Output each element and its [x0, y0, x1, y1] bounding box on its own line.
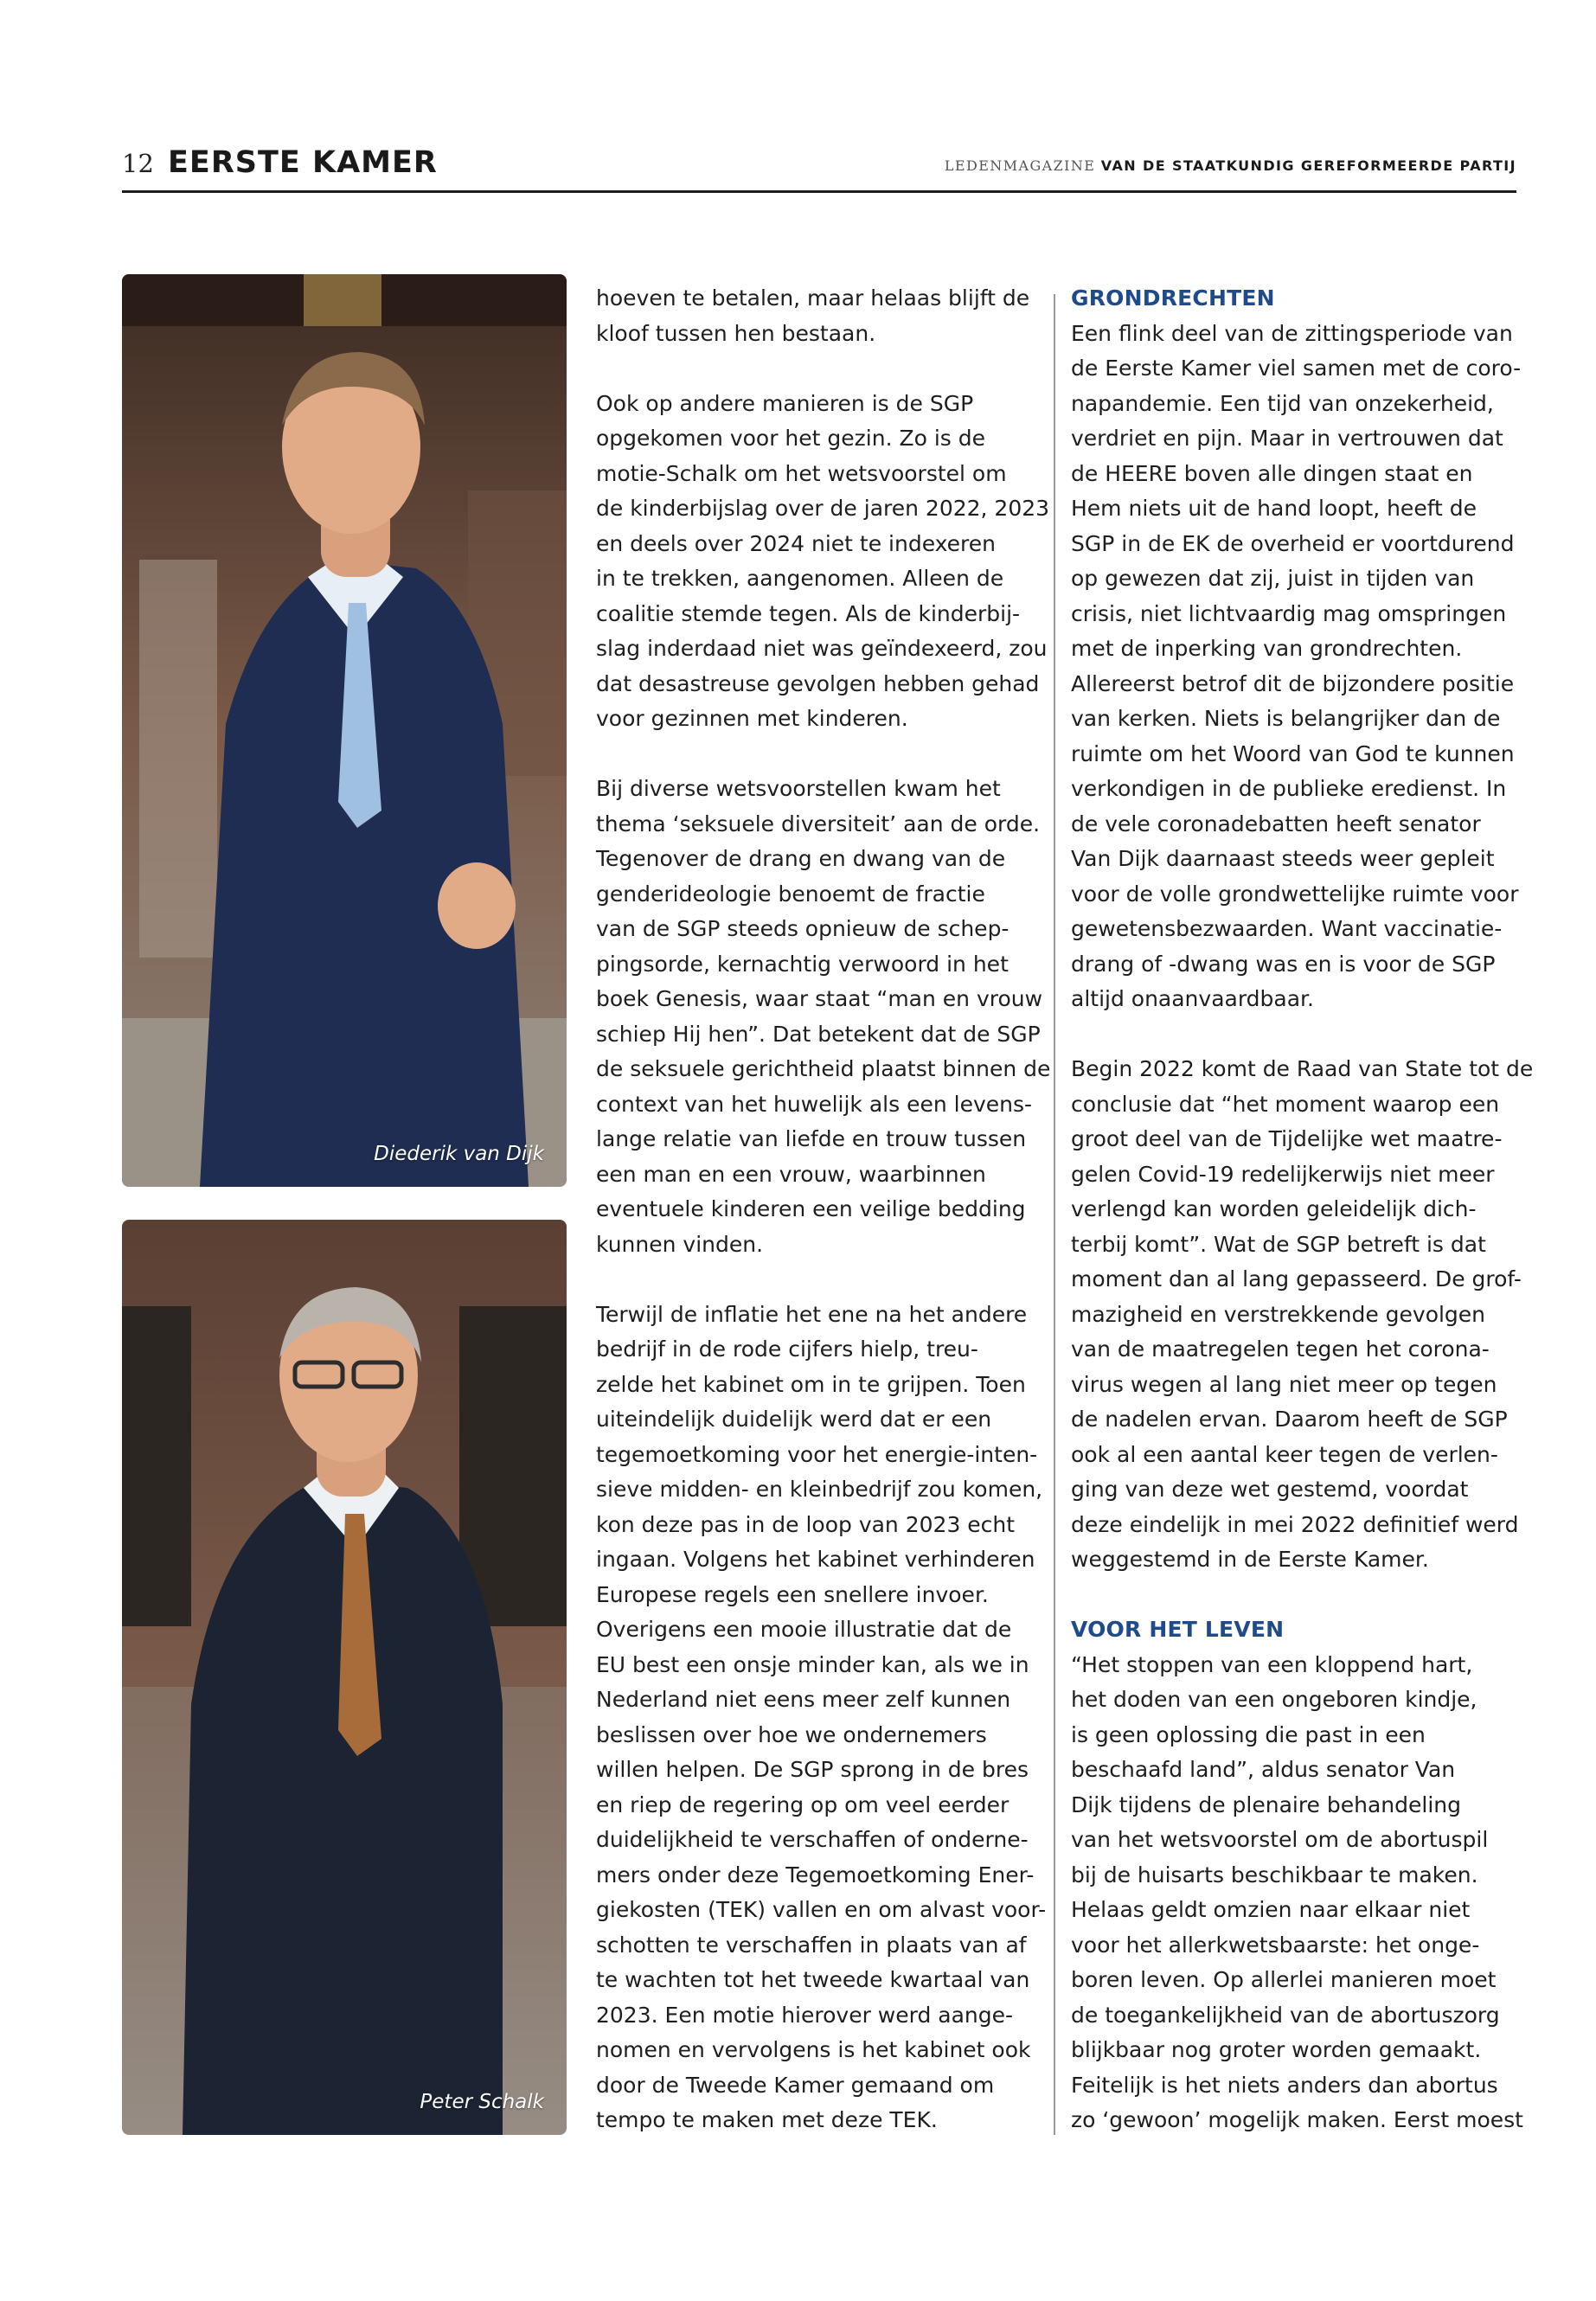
- text-line: Dijk tijdens de plenaire behandeling: [1071, 1791, 1462, 1817]
- text-line: “Het stoppen van een kloppend hart,: [1071, 1651, 1473, 1677]
- text-line: zelde het kabinet om in te grijpen. Toen: [596, 1371, 1026, 1397]
- portrait-illustration: [122, 1220, 567, 2135]
- text-line: kloof tussen hen bestaan.: [596, 320, 876, 346]
- text-line: ging van deze wet gestemd, voordat: [1071, 1477, 1469, 1502]
- text-line: tegemoetkoming voor het energie-inten-: [596, 1441, 1038, 1467]
- text-line: en deels over 2024 niet te indexeren: [596, 530, 996, 556]
- text-line: context van het huwelijk als een levens-: [596, 1091, 1033, 1117]
- text-line: voor gezinnen met kinderen.: [596, 706, 908, 731]
- text-line: kon deze pas in de loop van 2023 echt: [596, 1511, 1016, 1537]
- text-line: de seksuele gerichtheid plaatst binnen de: [596, 1056, 1051, 1081]
- text-line: schiep Hij hen”. Dat betekent dat de SGP: [596, 1021, 1041, 1047]
- text-line: van de maatregelen tegen het corona-: [1071, 1336, 1490, 1362]
- photo-caption: Diederik van Dijk: [374, 1143, 544, 1165]
- article-column-right: [1071, 281, 1534, 2138]
- text-line: ruimte om het Woord van God te kunnen: [1071, 740, 1515, 766]
- text-line: voor de volle grondwettelijke ruimte voor: [1071, 881, 1519, 907]
- text-line: SGP in de EK de overheid er voortdurend: [1071, 530, 1515, 556]
- column-divider: [1054, 294, 1055, 2135]
- text-line: moment dan al lang gepasseerd. De grof-: [1071, 1266, 1522, 1292]
- text-line: Overigens een mooie illustratie dat de: [596, 1617, 1012, 1642]
- text-line: bij de huisarts beschikbaar te maken.: [1071, 1862, 1478, 1888]
- text-line: groot deel van de Tijdelijke wet maatre-: [1071, 1126, 1503, 1151]
- text-line: een man en een vrouw, waarbinnen: [596, 1161, 986, 1187]
- text-line: thema ‘seksuele diversiteit’ aan de orde.: [596, 811, 1041, 836]
- text-line: Tegenover de drang en dwang van de: [596, 846, 1006, 871]
- paragraph: [1071, 1052, 1534, 1578]
- text-line: mers onder deze Tegemoetkoming Ener-: [596, 1862, 1035, 1888]
- text-line: conclusie dat “het moment waarop een: [1071, 1091, 1500, 1117]
- text-line: drang of -dwang was en is voor de SGP: [1071, 951, 1496, 977]
- text-line: gewetensbezwaarden. Want vaccinatie-: [1071, 916, 1503, 941]
- text-line: van de SGP steeds opnieuw de schep-: [596, 916, 1010, 941]
- text-line: Bij diverse wetsvoorstellen kwam het: [596, 776, 1001, 801]
- text-line: deze eindelijk in mei 2022 definitief werd: [1071, 1511, 1519, 1537]
- text-line: schotten te verschaffen in plaats van af: [596, 1932, 1027, 1958]
- text-line: verlengd kan worden geleidelijk dich-: [1071, 1196, 1477, 1221]
- text-line: de nadelen ervan. Daarom heeft de SGP: [1071, 1407, 1508, 1432]
- text-line: zo ‘gewoon’ mogelijk maken. Eerst moest: [1071, 2107, 1523, 2132]
- section-title: EERSTE KAMER: [168, 145, 438, 180]
- text-line: voor het allerkwetsbaarste: het onge-: [1071, 1932, 1480, 1958]
- text-line: willen helpen. De SGP sprong in de bres: [596, 1757, 1029, 1782]
- text-line: beslissen over hoe we ondernemers: [596, 1721, 987, 1747]
- text-line: Hem niets uit de hand loopt, heeft de: [1071, 496, 1477, 521]
- paragraph: [596, 387, 1050, 737]
- text-line: Allereerst betrof dit de bijzondere positie: [1071, 670, 1515, 696]
- text-line: giekosten (TEK) vallen en om alvast voor-: [596, 1897, 1047, 1922]
- text-line: Helaas geldt omzien naar elkaar niet: [1071, 1897, 1471, 1922]
- text-line: Ook op andere manieren is de SGP: [596, 390, 974, 416]
- paragraph: [596, 281, 1046, 351]
- text-line: Nederland niet eens meer zelf kunnen: [596, 1687, 1011, 1712]
- text-line: virus wegen al lang niet meer op tegen: [1071, 1371, 1497, 1397]
- text-line: hoeven te betalen, maar helaas blijft de: [596, 285, 1030, 311]
- magazine-title: [945, 157, 1516, 174]
- text-line: terbij komt”. Wat de SGP betreft is dat: [1071, 1231, 1486, 1257]
- text-line: altijd onaanvaardbaar.: [1071, 986, 1314, 1011]
- text-line: 2023. Een motie hierover werd aange-: [596, 2002, 1014, 2028]
- text-line: Begin 2022 komt de Raad van State tot de: [1071, 1056, 1534, 1081]
- text-line: blijkbaar nog groter worden gemaakt.: [1071, 2037, 1482, 2062]
- text-line: gelen Covid-19 redelijkerwijs niet meer: [1071, 1161, 1495, 1187]
- text-line: van kerken. Niets is belangrijker dan de: [1071, 706, 1501, 731]
- paragraph: [1071, 1648, 1521, 2138]
- magazine-title-light: LEDENMAGAZINE: [944, 157, 1096, 174]
- paragraph: [596, 772, 1051, 1262]
- text-line: de Eerste Kamer viel samen met de coro-: [1071, 356, 1522, 381]
- text-line: en riep de regering op om veel eerder: [596, 1791, 1010, 1817]
- text-line: boren leven. Op allerlei manieren moet: [1071, 1967, 1497, 1992]
- text-line: de HEERE boven alle dingen staat en: [1071, 460, 1473, 486]
- portrait-photo-schalk: [122, 1220, 567, 2135]
- text-line: het doden van een ongeboren kindje,: [1071, 1687, 1477, 1712]
- text-line: ingaan. Volgens het kabinet verhinderen: [596, 1547, 1035, 1572]
- text-line: slag inderdaad niet was geïndexeerd, zou: [596, 636, 1048, 661]
- section-heading-grondrechten: GRONDRECHTEN: [1071, 285, 1275, 311]
- section-heading-voor-het-leven: VOOR HET LEVEN: [1071, 1617, 1285, 1642]
- text-line: Terwijl de inflatie het ene na het andere: [596, 1301, 1028, 1327]
- text-line: eventuele kinderen een veilige bedding: [596, 1196, 1026, 1221]
- text-line: genderideologie benoemt de fractie: [596, 881, 985, 907]
- text-line: Een flink deel van de zittingsperiode van: [1071, 320, 1513, 346]
- text-line: napandemie. Een tijd van onzekerheid,: [1071, 390, 1494, 416]
- paragraph: [1071, 317, 1521, 1017]
- text-line: lange relatie van liefde en trouw tussen: [596, 1126, 1027, 1151]
- text-line: Feitelijk is het niets anders dan abortus: [1071, 2072, 1498, 2098]
- text-line: motie-Schalk om het wetsvoorstel om: [596, 460, 1007, 486]
- page-header: [122, 145, 1516, 193]
- text-line: opgekomen voor het gezin. Zo is de: [596, 426, 985, 451]
- text-line: nomen en vervolgens is het kabinet ook: [596, 2037, 1031, 2062]
- paragraph: [596, 1298, 1046, 2138]
- text-line: uiteindelijk duidelijk werd dat er een: [596, 1407, 992, 1432]
- text-line: EU best een onsje minder kan, als we in: [596, 1651, 1029, 1677]
- text-line: Van Dijk daarnaast steeds weer gepleit: [1071, 846, 1495, 871]
- text-line: verdriet en pijn. Maar in vertrouwen dat: [1071, 426, 1503, 451]
- portrait-illustration: [122, 274, 567, 1187]
- text-line: Europese regels een snellere invoer.: [596, 1581, 989, 1607]
- text-line: coalitie stemde tegen. Als de kinderbij-: [596, 600, 1021, 626]
- text-line: in te trekken, aangenomen. Alleen de: [596, 566, 1004, 591]
- text-line: bedrijf in de rode cijfers hielp, treu-: [596, 1336, 978, 1362]
- text-line: ook al een aantal keer tegen de verlen-: [1071, 1441, 1498, 1467]
- text-line: kunnen vinden.: [596, 1231, 764, 1257]
- text-line: de toegankelijkheid van de abortuszorg: [1071, 2002, 1500, 2028]
- text-line: van het wetsvoorstel om de abortuspil: [1071, 1827, 1489, 1852]
- text-line: mazigheid en verstrekkende gevolgen: [1071, 1301, 1486, 1327]
- photo-caption: Peter Schalk: [420, 2091, 544, 2113]
- text-line: dat desastreuse gevolgen hebben gehad: [596, 670, 1040, 696]
- text-line: duidelijkheid te verschaffen of onderne-: [596, 1827, 1029, 1852]
- text-line: met de inperking van grondrechten.: [1071, 636, 1463, 661]
- magazine-title-bold: VAN DE STAATKUNDIG GEREFORMEERDE PARTIJ: [1100, 157, 1516, 174]
- text-line: weggestemd in de Eerste Kamer.: [1071, 1547, 1429, 1572]
- text-line: pingsorde, kernachtig verwoord in het: [596, 951, 1009, 977]
- article-column-middle: [596, 281, 1051, 2138]
- text-line: is geen oplossing die past in een: [1071, 1721, 1426, 1747]
- page-number: 12: [122, 149, 154, 178]
- text-line: sieve midden- en kleinbedrijf zou komen,: [596, 1477, 1043, 1502]
- text-line: de kinderbijslag over de jaren 2022, 2023: [596, 496, 1050, 521]
- portrait-photo-van-dijk: [122, 274, 567, 1187]
- text-line: boek Genesis, waar staat “man en vrouw: [596, 986, 1043, 1011]
- text-line: crisis, niet lichtvaardig mag omspringen: [1071, 600, 1507, 626]
- text-line: verkondigen in de publieke eredienst. In: [1071, 776, 1507, 801]
- text-line: tempo te maken met deze TEK.: [596, 2107, 938, 2132]
- text-line: door de Tweede Kamer gemaand om: [596, 2072, 995, 2098]
- text-line: de vele coronadebatten heeft senator: [1071, 811, 1481, 836]
- text-line: te wachten tot het tweede kwartaal van: [596, 1967, 1030, 1992]
- text-line: beschaafd land”, aldus senator Van: [1071, 1757, 1456, 1782]
- text-line: op gewezen dat zij, juist in tijden van: [1071, 566, 1475, 591]
